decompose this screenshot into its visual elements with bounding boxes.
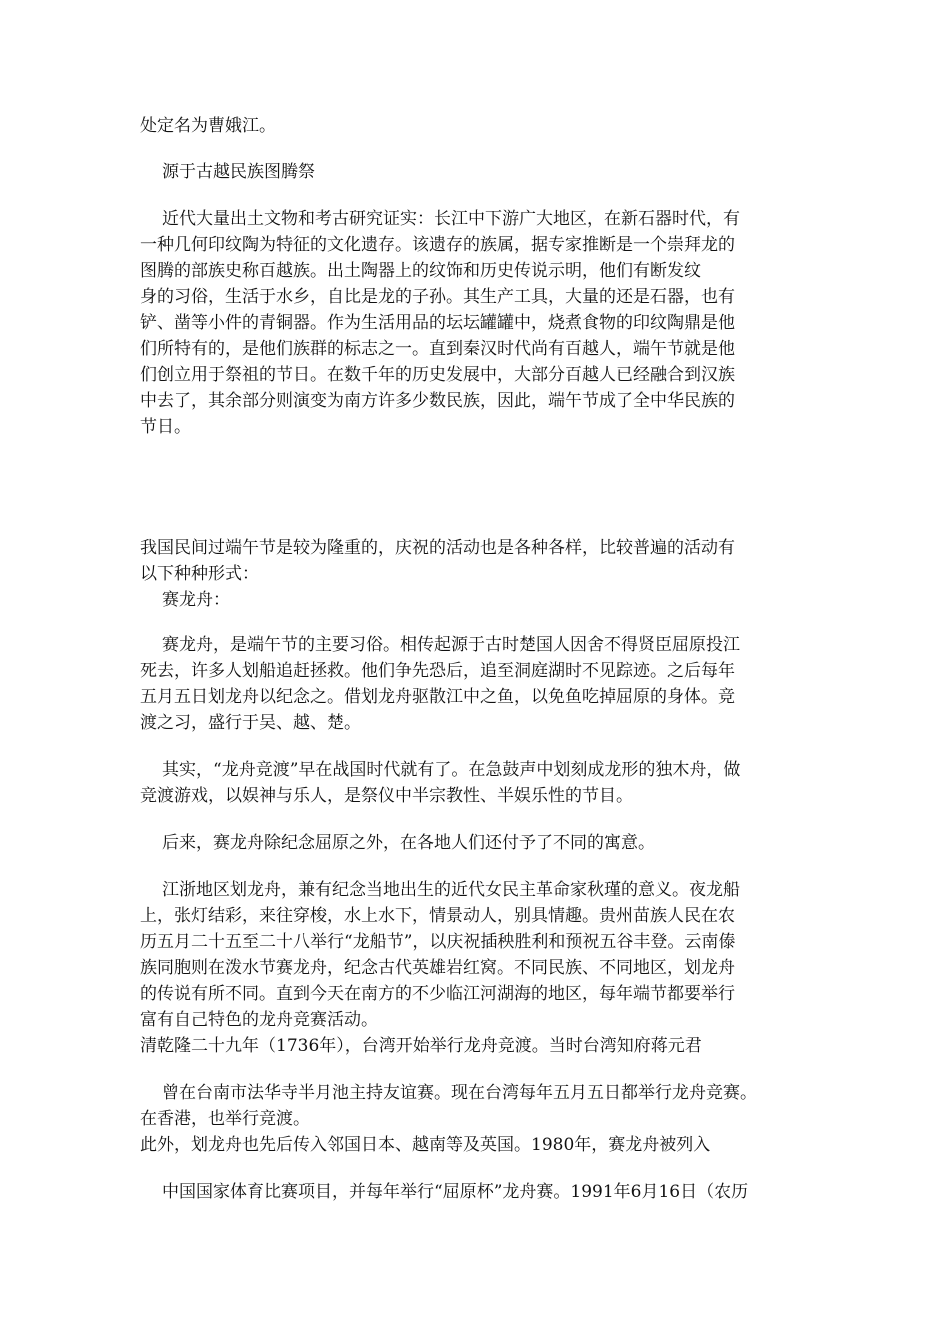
paragraph-line: 一种几何印纹陶为特征的文化遗存。该遗存的族属，据专家推断是一个崇拜龙的 [140,235,735,255]
paragraph-line: 死去，许多人划船追赶拯救。他们争先恐后，追至洞庭湖时不见踪迹。之后每年 [140,661,735,681]
paragraph-line: 近代大量出土文物和考古研究证实：长江中下游广大地区，在新石器时代，有 [162,209,740,229]
paragraph-line: 节日。 [140,417,191,437]
paragraph-line: 处定名为曹娥江。 [140,116,276,136]
paragraph-line: 身的习俗，生活于水乡，自比是龙的子孙。其生产工具，大量的还是石器，也有 [140,287,735,307]
paragraph-line: 后来，赛龙舟除纪念屈原之外，在各地人们还付予了不同的寓意。 [162,833,655,853]
paragraph-line: 历五月二十五至二十八举行“龙船节”，以庆祝插秧胜利和预祝五谷丰登。云南傣 [140,932,736,952]
paragraph-line: 图腾的部族史称百越族。出土陶器上的纹饰和历史传说示明，他们有断发纹 [140,261,701,281]
section-heading: 源于古越民族图腾祭 [162,162,315,182]
paragraph-line: 清乾隆二十九年（1736年），台湾开始举行龙舟竞渡。当时台湾知府蒋元君 [140,1036,702,1056]
paragraph-line: 渡之习，盛行于吴、越、楚。 [140,713,361,733]
paragraph-line: 此外，划龙舟也先后传入邻国日本、越南等及英国。1980年，赛龙舟被列入 [140,1135,711,1155]
paragraph-line: 的传说有所不同。直到今天在南方的不少临江河湖海的地区，每年端节都要举行 [140,984,735,1004]
paragraph-line: 江浙地区划龙舟，兼有纪念当地出生的近代女民主革命家秋瑾的意义。夜龙船 [162,880,740,900]
paragraph-line: 富有自己特色的龙舟竞赛活动。 [140,1010,378,1030]
paragraph-line: 五月五日划龙舟以纪念之。借划龙舟驱散江中之鱼，以免鱼吃掉屈原的身体。竞 [140,687,735,707]
paragraph-line: 赛龙舟，是端午节的主要习俗。相传起源于古时楚国人因舍不得贤臣屈原投江 [162,635,740,655]
section-heading: 赛龙舟： [162,590,230,610]
paragraph-line: 们所特有的，是他们族群的标志之一。直到秦汉时代尚有百越人，端午节就是他 [140,339,735,359]
paragraph-line: 在香港，也举行竞渡。 [140,1109,310,1129]
paragraph-line: 中国国家体育比赛项目，并每年举行“屈原杯”龙舟赛。1991年6月16日（农历 [162,1182,749,1202]
paragraph-line: 上，张灯结彩，来往穿梭，水上水下，情景动人，别具情趣。贵州苗族人民在农 [140,906,735,926]
paragraph-line: 我国民间过端午节是较为隆重的，庆祝的活动也是各种各样，比较普遍的活动有 [140,538,735,558]
paragraph-line: 以下种种形式： [140,564,259,584]
paragraph-line: 们创立用于祭祖的节日。在数千年的历史发展中，大部分百越人已经融合到汉族 [140,365,735,385]
paragraph-line: 竞渡游戏，以娱神与乐人，是祭仪中半宗教性、半娱乐性的节目。 [140,786,633,806]
paragraph-line: 曾在台南市法华寺半月池主持友谊赛。现在台湾每年五月五日都举行龙舟竞赛。 [162,1083,757,1103]
paragraph-line: 铲、凿等小件的青铜器。作为生活用品的坛坛罐罐中，烧煮食物的印纹陶鼎是他 [140,313,735,333]
paragraph-line: 中去了，其余部分则演变为南方许多少数民族，因此，端午节成了全中华民族的 [140,391,735,411]
paragraph-line: 族同胞则在泼水节赛龙舟，纪念古代英雄岩红窝。不同民族、不同地区，划龙舟 [140,958,735,978]
paragraph-line: 其实，“龙舟竞渡”早在战国时代就有了。在急鼓声中划刻成龙形的独木舟，做 [162,760,741,780]
